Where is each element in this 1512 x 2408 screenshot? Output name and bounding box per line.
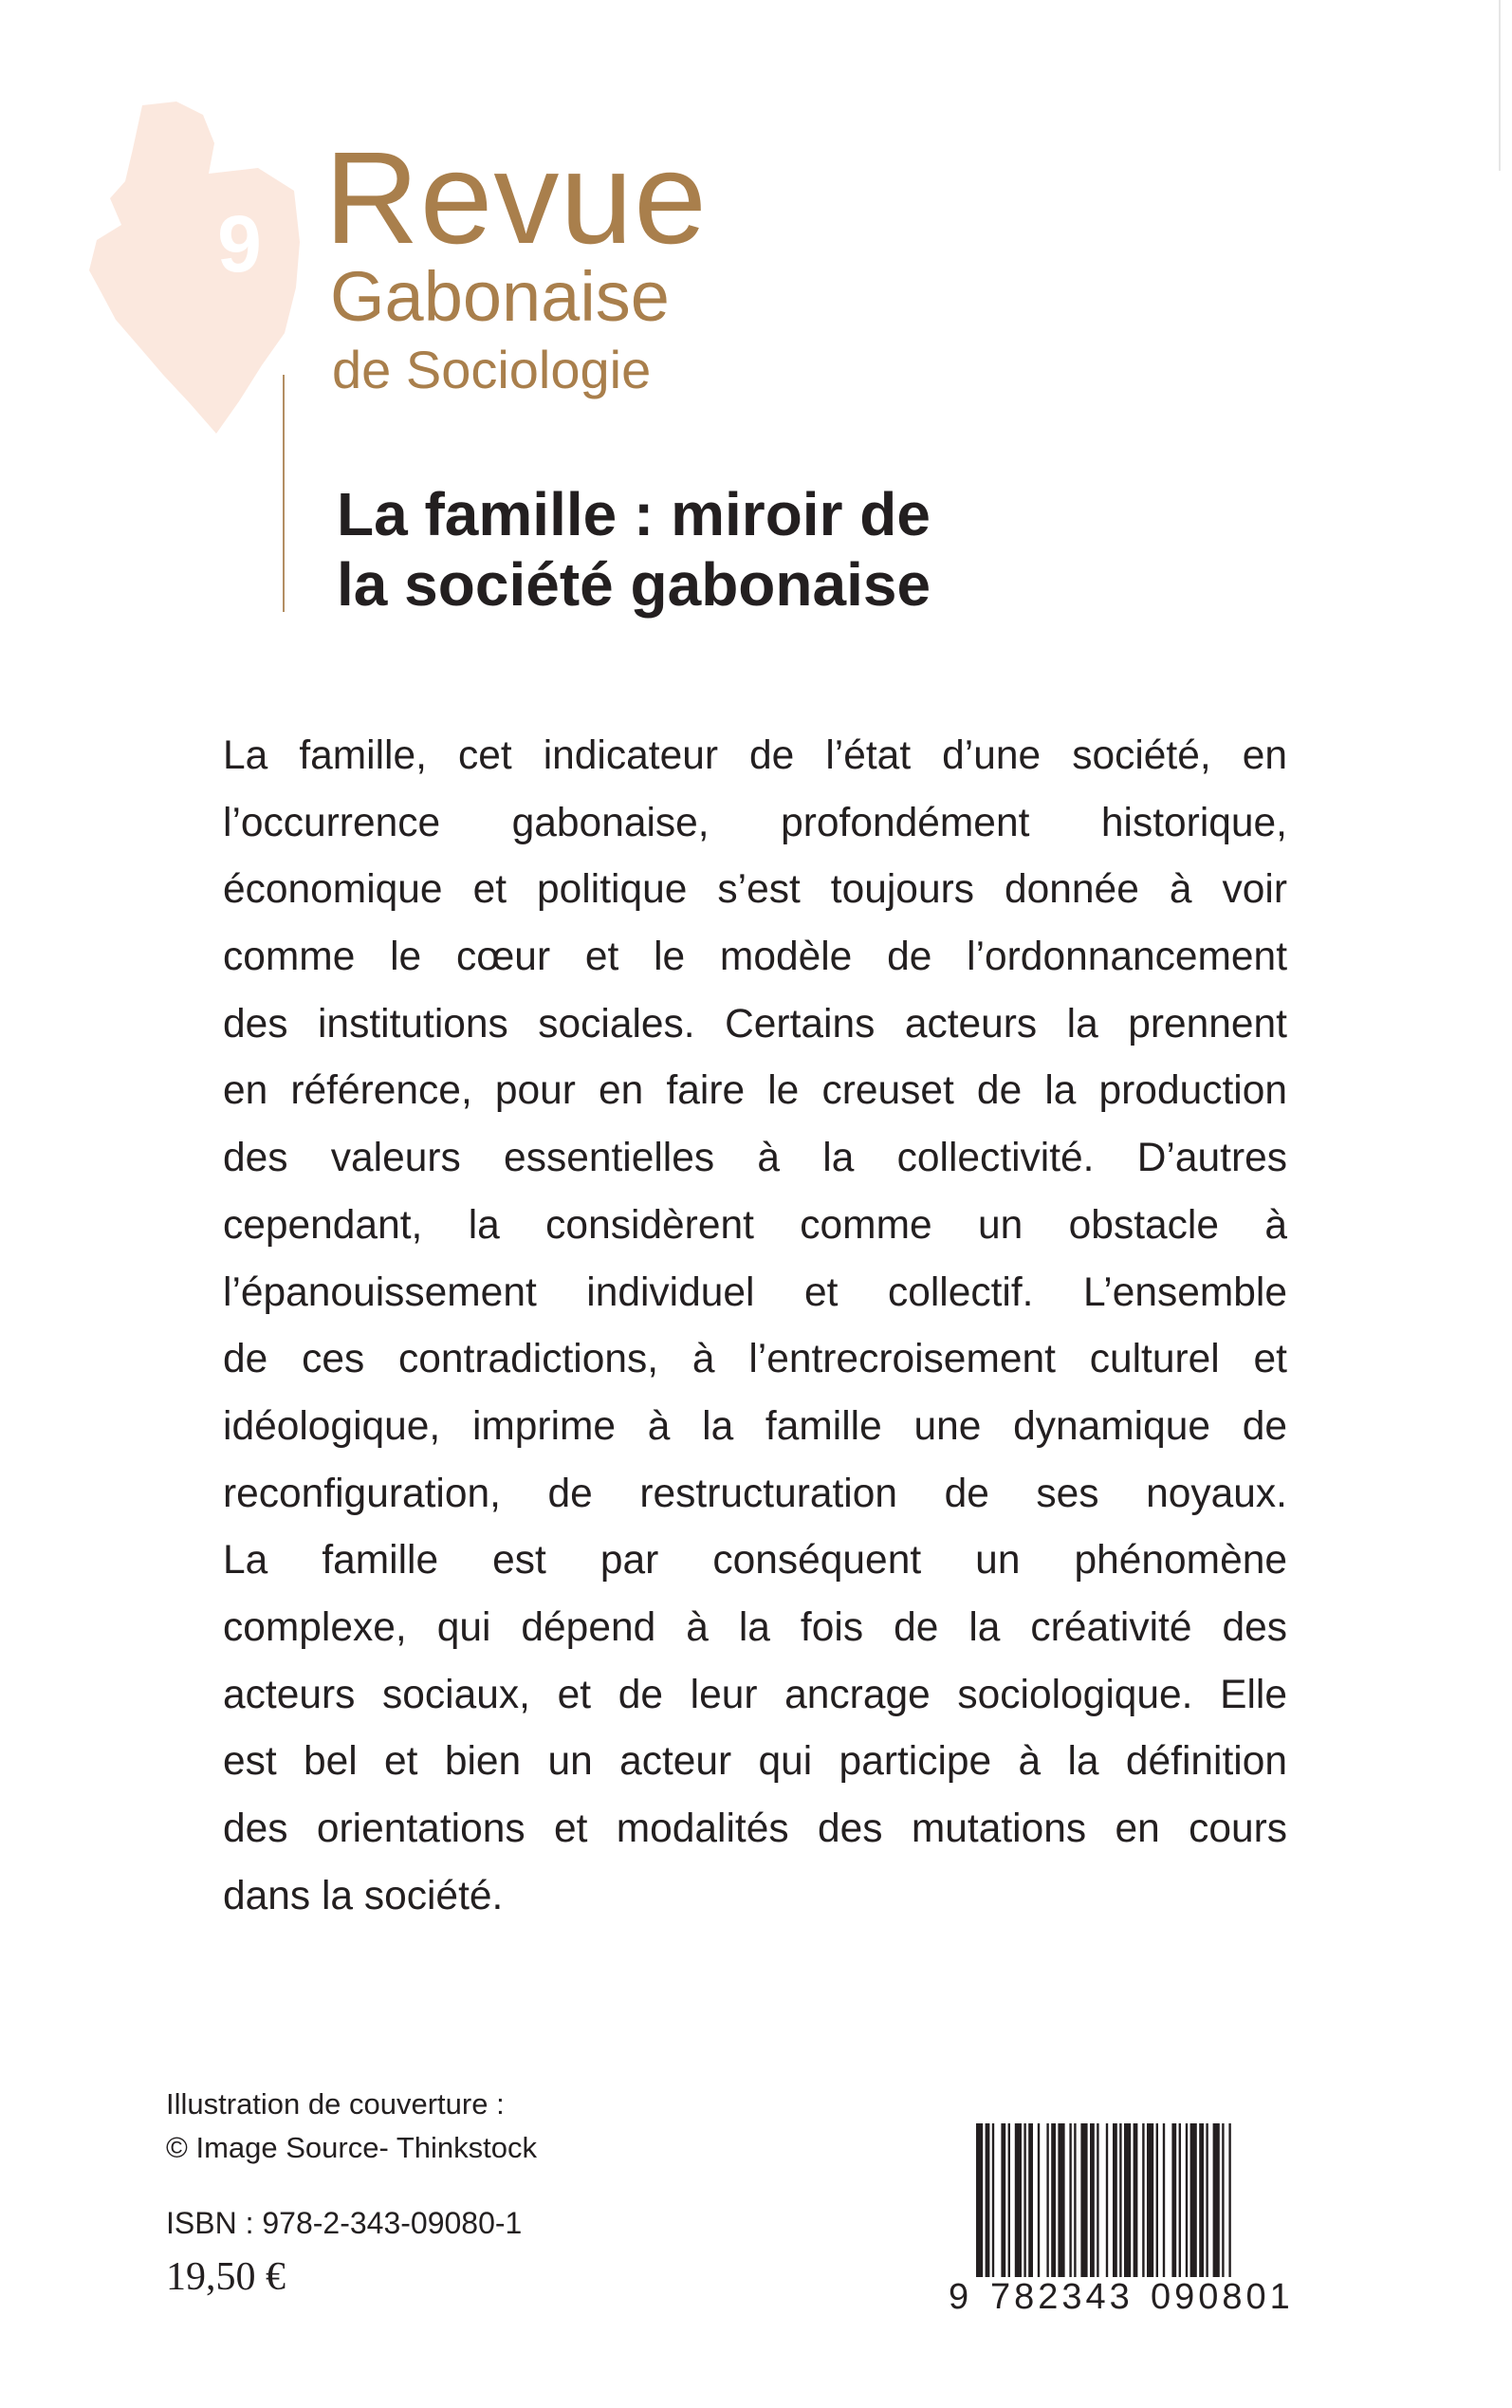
page-edge-line [1499, 0, 1501, 171]
summary-line: acteurs sociaux, et de leur ancrage sociologique. Elle [223, 1672, 1287, 1717]
summary-line: de ces contradictions, à l’entrecroisement culturel et [223, 1337, 1287, 1382]
summary-line: l’occurrence gabonaise, profondément historique, [223, 800, 1287, 845]
barcode-digits [949, 2277, 1309, 2323]
issue-title [337, 479, 1285, 620]
isbn: ISBN : 978-2-343-09080-1 [166, 2206, 523, 2240]
summary-line: La famille est par conséquent un phénomène [223, 1538, 1287, 1584]
issue-title-line: la société gabonaise [337, 550, 931, 619]
summary-line: économique et politique s’est toujours donnée à voir [223, 867, 1287, 913]
summary-line: en référence, pour en faire le creuset de la production [223, 1068, 1287, 1114]
issue-number: 9 [217, 199, 262, 288]
cover-credit [166, 2083, 537, 2170]
summary-line: reconfiguration, de restructuration de ses noyaux. [223, 1471, 1287, 1516]
summary-line: complexe, qui dépend à la fois de la créativité des [223, 1604, 1287, 1650]
summary-line: des institutions sociales. Certains acteurs la prennent [223, 1001, 1287, 1047]
vertical-rule [283, 375, 285, 612]
summary-line: des valeurs essentielles à la collectivité. D’autres [223, 1136, 1287, 1181]
summary-text [223, 723, 1287, 1930]
journal-subtitle-2: de Sociologie [332, 340, 652, 399]
barcode-group-1: 782343 [990, 2277, 1134, 2317]
barcode-group-2: 090801 [1151, 2277, 1294, 2317]
price: 19,50 € [166, 2255, 286, 2299]
summary-line: l’épanouissement individuel et collectif. L’ensemble [223, 1269, 1287, 1315]
barcode-lead-digit: 9 [949, 2277, 973, 2317]
summary-line: des orientations et modalités des mutations en cours [223, 1806, 1287, 1851]
summary-line: est bel et bien un acteur qui participe à la définition [223, 1739, 1287, 1785]
summary-line: La famille, cet indicateur de l’état d’une société, en [223, 733, 1287, 778]
summary-line: idéologique, imprime à la famille une dynamique de [223, 1403, 1287, 1449]
credit-line: © Image Source- Thinkstock [166, 2131, 537, 2164]
credit-line: Illustration de couverture : [166, 2087, 505, 2121]
summary-line: cependant, la considèrent comme un obstacle à [223, 1202, 1287, 1248]
summary-line: dans la société. [223, 1873, 504, 1918]
issue-title-line: La famille : miroir de [337, 480, 931, 548]
journal-title: Revue [324, 125, 708, 271]
journal-subtitle-1: Gabonaise [330, 257, 670, 336]
summary-line: comme le cœur et le modèle de l’ordonnancement [223, 935, 1287, 980]
